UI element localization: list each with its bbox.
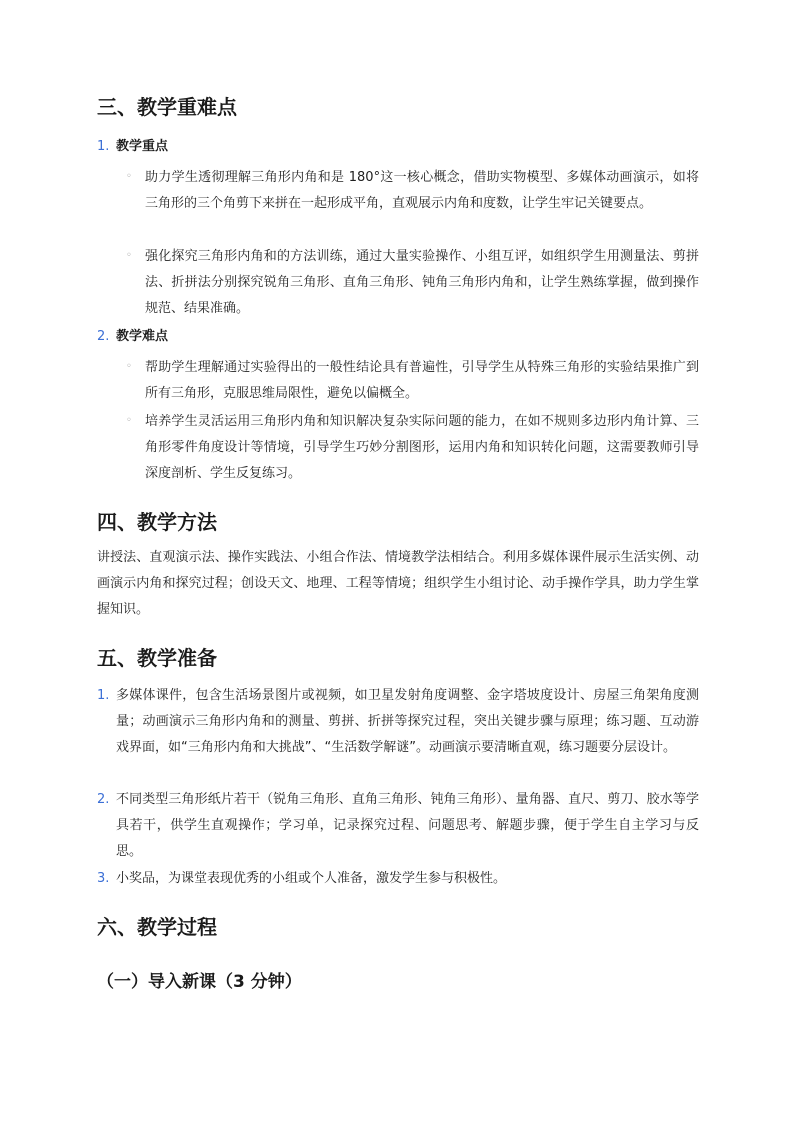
section-heading-6: 六、教学过程	[97, 915, 217, 939]
list-item: 不同类型三角形纸片若干（锐角三角形、直角三角形、钝角三角形）、量角器、直尺、剪刀、胶水等学具若干，供学生直观操作；学习单，记录探究过程、问题思考、解题步骤，便于学生自主学习与反思。	[116, 792, 699, 859]
bullet-icon: ◦	[126, 415, 132, 426]
list-item: 培养学生灵活运用三角形内角和知识解决复杂实际问题的能力，在如不规则多边形内角计算、三角形零件角度设计等情境，引导学生巧妙分割图形，运用内角和知识转化问题，这需要教师引导深度剖析、学生反复练习。	[145, 414, 699, 481]
list-item: 多媒体课件，包含生活场景图片或视频，如卫星发射角度调整、金字塔坡度设计、房屋三角架角度测量；动画演示三角形内角和的测量、剪拼、折拼等探究过程，突出关键步骤与原理；练习题、互动游戏界面，如“三角形内角和大挑战”、“生活数学解谜”。动画演示要清晰直观，练习题要分层设计。	[116, 688, 699, 755]
section-heading-5: 五、教学准备	[97, 646, 217, 670]
subsection-heading-intro: （一）导入新课（3 分钟）	[97, 972, 302, 992]
list-item: 小奖品，为课堂表现优秀的小组或个人准备，激发学生参与积极性。	[116, 871, 507, 886]
list-item: 助力学生透彻理解三角形内角和是 180°这一核心概念，借助实物模型、多媒体动画演示，如将三角形的三个角剪下来拼在一起形成平角，直观展示内角和度数，让学生牢记关键要点。	[145, 170, 699, 211]
bullet-icon: ◦	[126, 171, 132, 182]
list-number: 3.	[97, 871, 110, 886]
list-number: 1.	[97, 688, 110, 703]
list-item: 帮助学生理解通过实验得出的一般性结论具有普遍性，引导学生从特殊三角形的实验结果推广到所有三角形，克服思维局限性，避免以偏概全。	[145, 360, 699, 401]
list-number: 1.	[97, 139, 110, 154]
subsection-title-difficulties: 教学难点	[116, 329, 169, 344]
subsection-title-key-points: 教学重点	[116, 139, 169, 154]
bullet-icon: ◦	[126, 250, 132, 261]
section-heading-4: 四、教学方法	[97, 510, 217, 534]
list-number: 2.	[97, 792, 110, 807]
list-item: 强化探究三角形内角和的方法训练，通过大量实验操作、小组互评，如组织学生用测量法、剪拼法、折拼法分别探究锐角三角形、直角三角形、钝角三角形内角和，让学生熟练掌握，做到操作规范、结果准确。	[145, 249, 699, 316]
list-number: 2.	[97, 329, 110, 344]
paragraph-teaching-methods: 讲授法、直观演示法、操作实践法、小组合作法、情境教学法相结合。利用多媒体课件展示生活实例、动画演示内角和探究过程；创设天文、地理、工程等情境；组织学生小组讨论、动手操作学具，助力学生掌握知识。	[97, 550, 699, 617]
bullet-icon: ◦	[126, 361, 132, 372]
section-heading-3: 三、教学重难点	[97, 95, 237, 119]
